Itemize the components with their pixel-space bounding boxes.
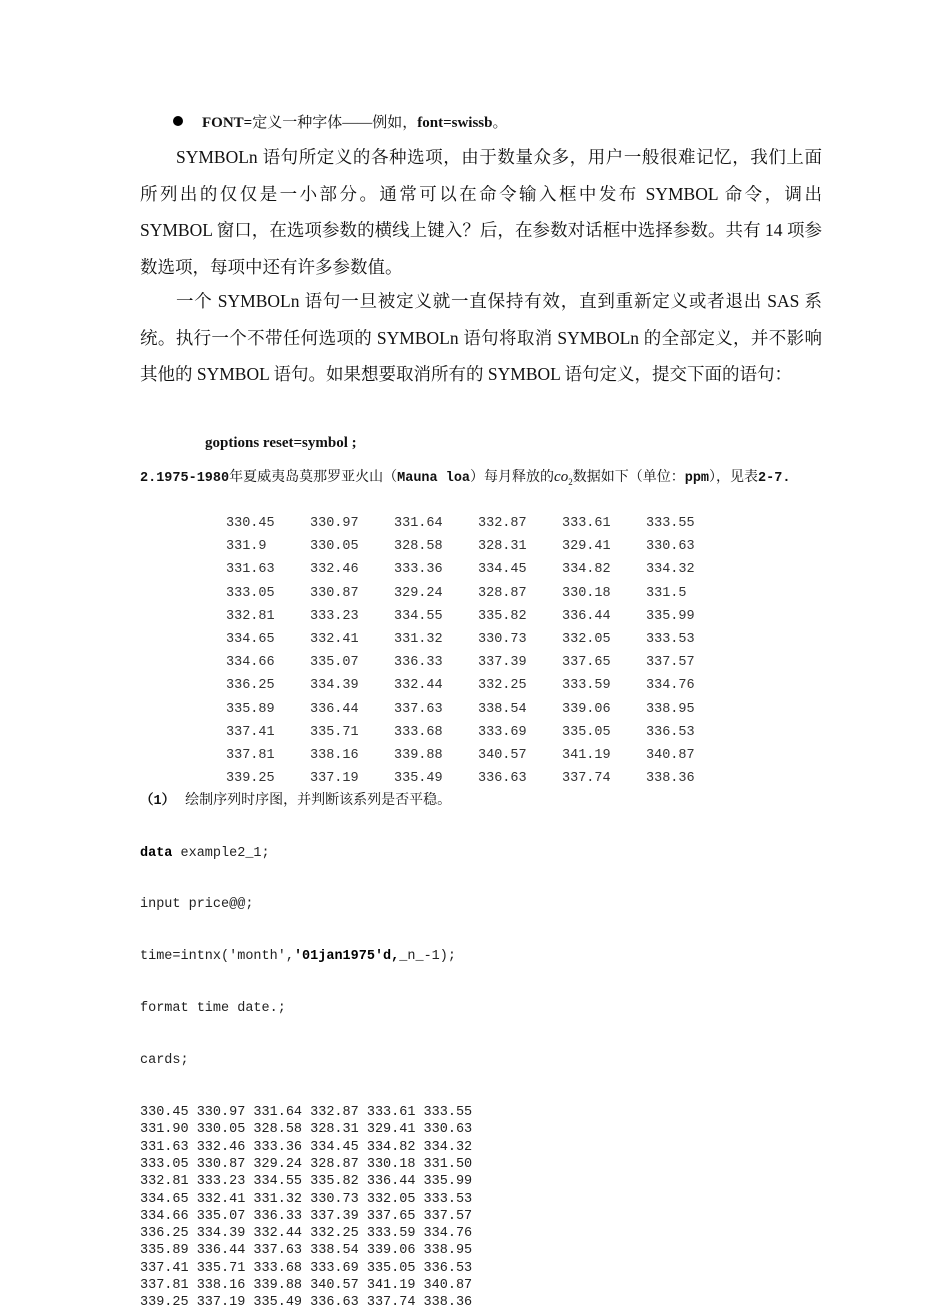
table-cell: 337.74 <box>562 771 611 787</box>
co2-letters: co <box>554 469 569 485</box>
question-1 <box>140 791 451 812</box>
table-cell: 337.41 <box>226 724 275 740</box>
problem-number: 2.1975-1980 <box>140 471 230 486</box>
table-cell: 335.82 <box>478 608 527 624</box>
table-row <box>226 512 730 535</box>
table-cell: 333.61 <box>562 516 611 532</box>
table-cell: 331.5 <box>646 585 687 601</box>
font-option-end: 。 <box>492 115 508 131</box>
problem-text-1: 年夏威夷岛莫那罗亚火山（ <box>229 470 398 485</box>
code-line: cards; <box>140 1053 189 1069</box>
table-cell: 337.81 <box>226 747 275 763</box>
code-data-line: 331.90 330.05 328.58 328.31 329.41 330.63 <box>140 1122 473 1138</box>
table-cell: 339.88 <box>394 747 443 763</box>
table-cell: 339.25 <box>226 771 275 787</box>
code-data-line: 332.81 333.23 334.55 335.82 336.44 335.99 <box>140 1174 473 1190</box>
table-cell: 334.32 <box>646 562 695 578</box>
table-cell: 330.05 <box>310 539 359 555</box>
table-cell: 330.97 <box>310 516 359 532</box>
table-cell: 336.33 <box>394 655 443 671</box>
table-cell: 333.23 <box>310 608 359 624</box>
table-cell: 331.64 <box>394 516 443 532</box>
table-row <box>226 744 730 767</box>
table-cell: 334.66 <box>226 655 275 671</box>
code-data-line: 335.89 336.44 337.63 338.54 339.06 338.95 <box>140 1243 473 1259</box>
co2-data-table <box>226 512 730 790</box>
table-row <box>226 558 730 581</box>
code-data-line: 337.41 335.71 333.68 333.69 335.05 336.53 <box>140 1260 473 1276</box>
problem-statement <box>140 466 822 494</box>
table-cell: 333.05 <box>226 585 275 601</box>
table-cell: 330.63 <box>646 539 695 555</box>
table-cell: 331.9 <box>226 539 267 555</box>
table-cell: 331.32 <box>394 632 443 648</box>
font-option-text: 定义一种字体——例如， <box>252 115 418 131</box>
table-row <box>226 698 730 721</box>
code-data-line: 336.25 334.39 332.44 332.25 333.59 334.76 <box>140 1226 473 1242</box>
table-cell: 329.41 <box>562 539 611 555</box>
bullet-font-option <box>173 112 507 134</box>
table-row <box>226 605 730 628</box>
table-cell: 332.44 <box>394 678 443 694</box>
paragraph-symbol-options <box>140 139 822 285</box>
co2-symbol <box>554 469 573 485</box>
code-data-line: 333.05 330.87 329.24 328.87 330.18 331.50 <box>140 1156 473 1172</box>
table-cell: 330.73 <box>478 632 527 648</box>
table-cell: 332.25 <box>478 678 527 694</box>
co2-subscript: 2 <box>568 477 573 487</box>
table-cell: 335.49 <box>394 771 443 787</box>
code-data-line: 339.25 337.19 335.49 336.63 337.74 338.36 <box>140 1295 473 1311</box>
code-data-line: 330.45 330.97 331.64 332.87 333.61 333.55 <box>140 1105 473 1121</box>
table-cell: 335.07 <box>310 655 359 671</box>
code-data-line: 334.65 332.41 331.32 330.73 332.05 333.53 <box>140 1191 473 1207</box>
paragraph-text: SYMBOLn 语句所定义的各种选项，由于数量众多，用户一般很难记忆，我们上面所列出的仅仅是一小部分。通常可以在命令输入框中发布 SYMBOL 命令，调出 SYMBOL 窗口，在选项参数的横线上键入？后，在参数对话框中选择参数。共有 14 项参数选项，每项中还有许多参数值。 <box>140 147 822 277</box>
paragraph-text: 一个 SYMBOLn 语句一旦被定义就一直保持有效，直到重新定义或者退出 SAS 系统。执行一个不带任何选项的 SYMBOLn 语句将取消 SYMBOLn 的全部定义，并不影响其他的 SYMBOL 语句。如果想要取消所有的 SYMBOL 语句定义，提交下面的语句： <box>140 291 822 384</box>
goptions-statement: goptions reset=symbol ; <box>205 435 357 451</box>
table-cell: 335.71 <box>310 724 359 740</box>
code-data-line: 334.66 335.07 336.33 337.39 337.65 337.57 <box>140 1208 473 1224</box>
table-cell: 333.55 <box>646 516 695 532</box>
table-cell: 334.39 <box>310 678 359 694</box>
table-cell: 337.63 <box>394 701 443 717</box>
table-cell: 340.87 <box>646 747 695 763</box>
table-row <box>226 628 730 651</box>
table-cell: 338.36 <box>646 771 695 787</box>
table-cell: 333.36 <box>394 562 443 578</box>
font-option-example: font=swissb <box>417 115 493 131</box>
table-cell: 328.31 <box>478 539 527 555</box>
code-line: input price@@; <box>140 897 254 913</box>
table-row <box>226 767 730 790</box>
bullet-dot-icon <box>173 116 183 126</box>
table-cell: 334.55 <box>394 608 443 624</box>
table-cell: 334.76 <box>646 678 695 694</box>
table-cell: 336.63 <box>478 771 527 787</box>
code-line: format time date.; <box>140 1001 286 1017</box>
problem-text-4: ），见表 <box>709 470 759 485</box>
problem-text-5: . <box>782 471 791 486</box>
table-cell: 338.16 <box>310 747 359 763</box>
problem-text-2: ）每月释放的 <box>470 470 555 485</box>
sas-code-block <box>140 810 473 1311</box>
table-cell: 338.54 <box>478 701 527 717</box>
code-data-line: 337.81 338.16 339.88 340.57 341.19 340.87 <box>140 1278 473 1294</box>
table-cell: 328.58 <box>394 539 443 555</box>
code-text: _n_-1); <box>399 949 456 965</box>
table-cell: 337.19 <box>310 771 359 787</box>
table-cell: 333.68 <box>394 724 443 740</box>
table-cell: 332.41 <box>310 632 359 648</box>
code-data-lines <box>140 1104 473 1311</box>
table-cell: 341.19 <box>562 747 611 763</box>
code-text: example2_1; <box>172 845 270 861</box>
table-cell: 331.63 <box>226 562 275 578</box>
table-cell: 332.81 <box>226 608 275 624</box>
table-cell: 335.05 <box>562 724 611 740</box>
problem-place: Mauna loa <box>397 471 471 486</box>
table-row <box>226 535 730 558</box>
problem-unit: ppm <box>684 471 710 486</box>
table-cell: 333.69 <box>478 724 527 740</box>
table-cell: 334.65 <box>226 632 275 648</box>
table-cell: 333.59 <box>562 678 611 694</box>
table-cell: 330.18 <box>562 585 611 601</box>
table-cell: 330.45 <box>226 516 275 532</box>
problem-text-3: 数据如下（单位： <box>572 470 685 485</box>
font-option-label: FONT= <box>202 115 253 131</box>
table-cell: 329.24 <box>394 585 443 601</box>
code-keyword-data: data <box>140 845 173 861</box>
table-row <box>226 721 730 744</box>
table-cell: 334.45 <box>478 562 527 578</box>
table-cell: 340.57 <box>478 747 527 763</box>
table-cell: 337.57 <box>646 655 695 671</box>
question-number: （1） <box>140 794 176 809</box>
code-text: time=intnx('month', <box>140 949 294 965</box>
code-data-line: 331.63 332.46 333.36 334.45 334.82 334.32 <box>140 1139 473 1155</box>
table-row <box>226 582 730 605</box>
problem-table-ref: 2-7 <box>758 471 783 486</box>
table-cell: 328.87 <box>478 585 527 601</box>
table-cell: 334.82 <box>562 562 611 578</box>
table-cell: 332.05 <box>562 632 611 648</box>
paragraph-symbol-scope <box>140 283 822 393</box>
table-cell: 332.87 <box>478 516 527 532</box>
table-cell: 330.87 <box>310 585 359 601</box>
table-row <box>226 674 730 697</box>
table-cell: 336.44 <box>310 701 359 717</box>
code-date-literal: '01jan1975'd, <box>293 949 400 965</box>
table-row <box>226 651 730 674</box>
code-line <box>140 948 472 965</box>
table-cell: 332.46 <box>310 562 359 578</box>
question-text: 绘制序列时序图，并判断该系列是否平稳。 <box>185 793 452 808</box>
table-cell: 335.89 <box>226 701 275 717</box>
code-line <box>140 845 472 862</box>
table-cell: 333.53 <box>646 632 695 648</box>
table-cell: 339.06 <box>562 701 611 717</box>
table-cell: 336.53 <box>646 724 695 740</box>
table-cell: 337.65 <box>562 655 611 671</box>
table-cell: 336.44 <box>562 608 611 624</box>
table-cell: 337.39 <box>478 655 527 671</box>
table-cell: 335.99 <box>646 608 695 624</box>
table-cell: 336.25 <box>226 678 275 694</box>
table-cell: 338.95 <box>646 701 695 717</box>
